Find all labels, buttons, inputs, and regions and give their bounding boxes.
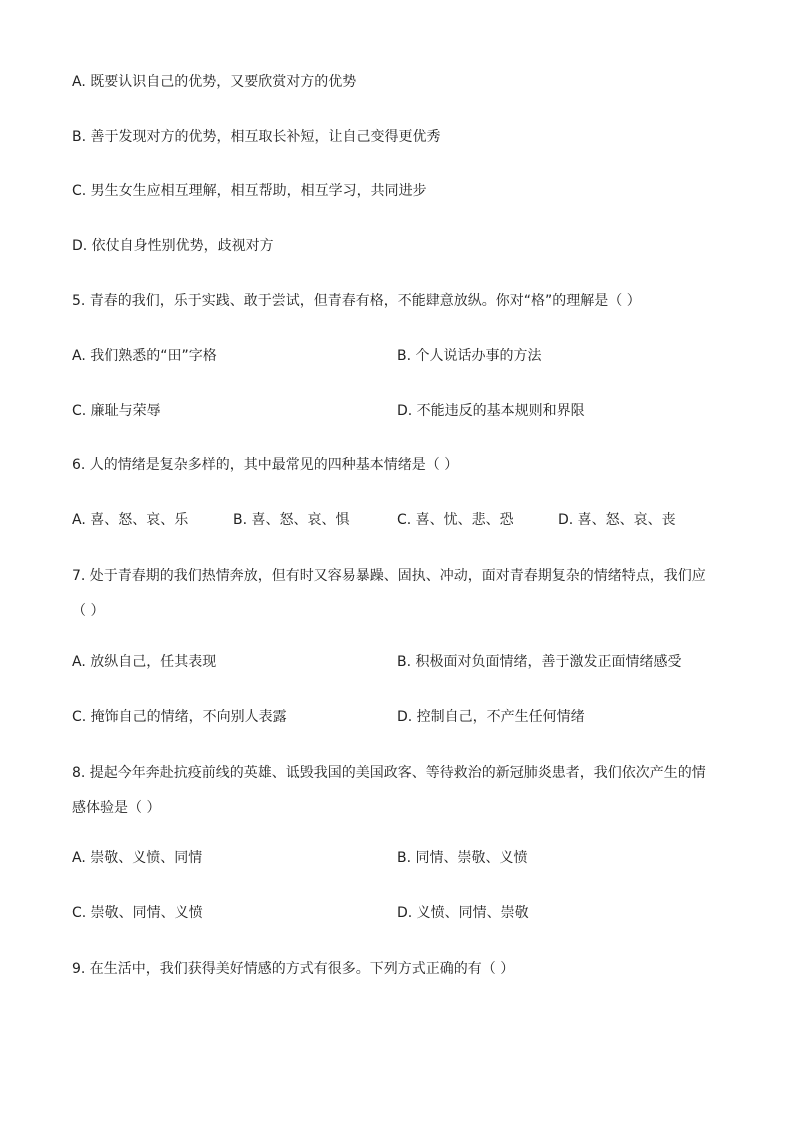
q8-option-d: D. 义愤、同情、崇敬 <box>397 905 529 921</box>
q7-stem-line2: （ ） <box>72 603 105 619</box>
q8-stem-line1: 8. 提起今年奔赴抗疫前线的英雄、诋毁我国的美国政客、等待救治的新冠肺炎患者，我们依次产生的情 <box>72 765 706 781</box>
q8-option-a: A. 崇敬、义愤、同情 <box>72 850 203 866</box>
q5-option-a: A. 我们熟悉的“田”字格 <box>72 348 217 364</box>
q8-stem-line2: 感体验是（ ） <box>72 800 161 816</box>
q6-stem: 6. 人的情绪是复杂多样的，其中最常见的四种基本情绪是（ ） <box>72 457 459 473</box>
q4-option-a: A. 既要认识自己的优势，又要欣赏对方的优势 <box>72 74 357 90</box>
q7-option-c: C. 掩饰自己的情绪，不向别人表露 <box>72 709 287 725</box>
q4-option-c: C. 男生女生应相互理解，相互帮助，相互学习，共同进步 <box>72 183 427 199</box>
q5-stem: 5. 青春的我们，乐于实践、敢于尝试，但青春有格，不能肆意放纵。你对“格”的理解是（ ） <box>72 293 641 309</box>
q6-option-c: C. 喜、忧、悲、恐 <box>397 512 514 528</box>
q9-stem: 9. 在生活中，我们获得美好情感的方式有很多。下列方式正确的有（ ） <box>72 961 515 977</box>
q6-option-b: B. 喜、怒、哀、惧 <box>233 512 350 528</box>
q6-option-a: A. 喜、怒、哀、乐 <box>72 512 189 528</box>
q7-option-b: B. 积极面对负面情绪，善于激发正面情绪感受 <box>397 654 682 670</box>
q5-option-b: B. 个人说话办事的方法 <box>397 348 542 364</box>
q4-option-d: D. 依仗自身性别优势，歧视对方 <box>72 238 274 254</box>
q5-option-c: C. 廉耻与荣辱 <box>72 403 161 419</box>
q7-option-a: A. 放纵自己，任其表现 <box>72 654 217 670</box>
q7-option-d: D. 控制自己，不产生任何情绪 <box>397 709 585 725</box>
q7-stem-line1: 7. 处于青春期的我们热情奔放，但有时又容易暴躁、固执、冲动，面对青春期复杂的情绪特点，我们应 <box>72 568 706 584</box>
q6-option-d: D. 喜、怒、哀、丧 <box>558 512 676 528</box>
q4-option-b: B. 善于发现对方的优势，相互取长补短，让自己变得更优秀 <box>72 129 441 145</box>
q5-option-d: D. 不能违反的基本规则和界限 <box>397 403 585 419</box>
q8-option-b: B. 同情、崇敬、义愤 <box>397 850 528 866</box>
q8-option-c: C. 崇敬、同情、义愤 <box>72 905 203 921</box>
